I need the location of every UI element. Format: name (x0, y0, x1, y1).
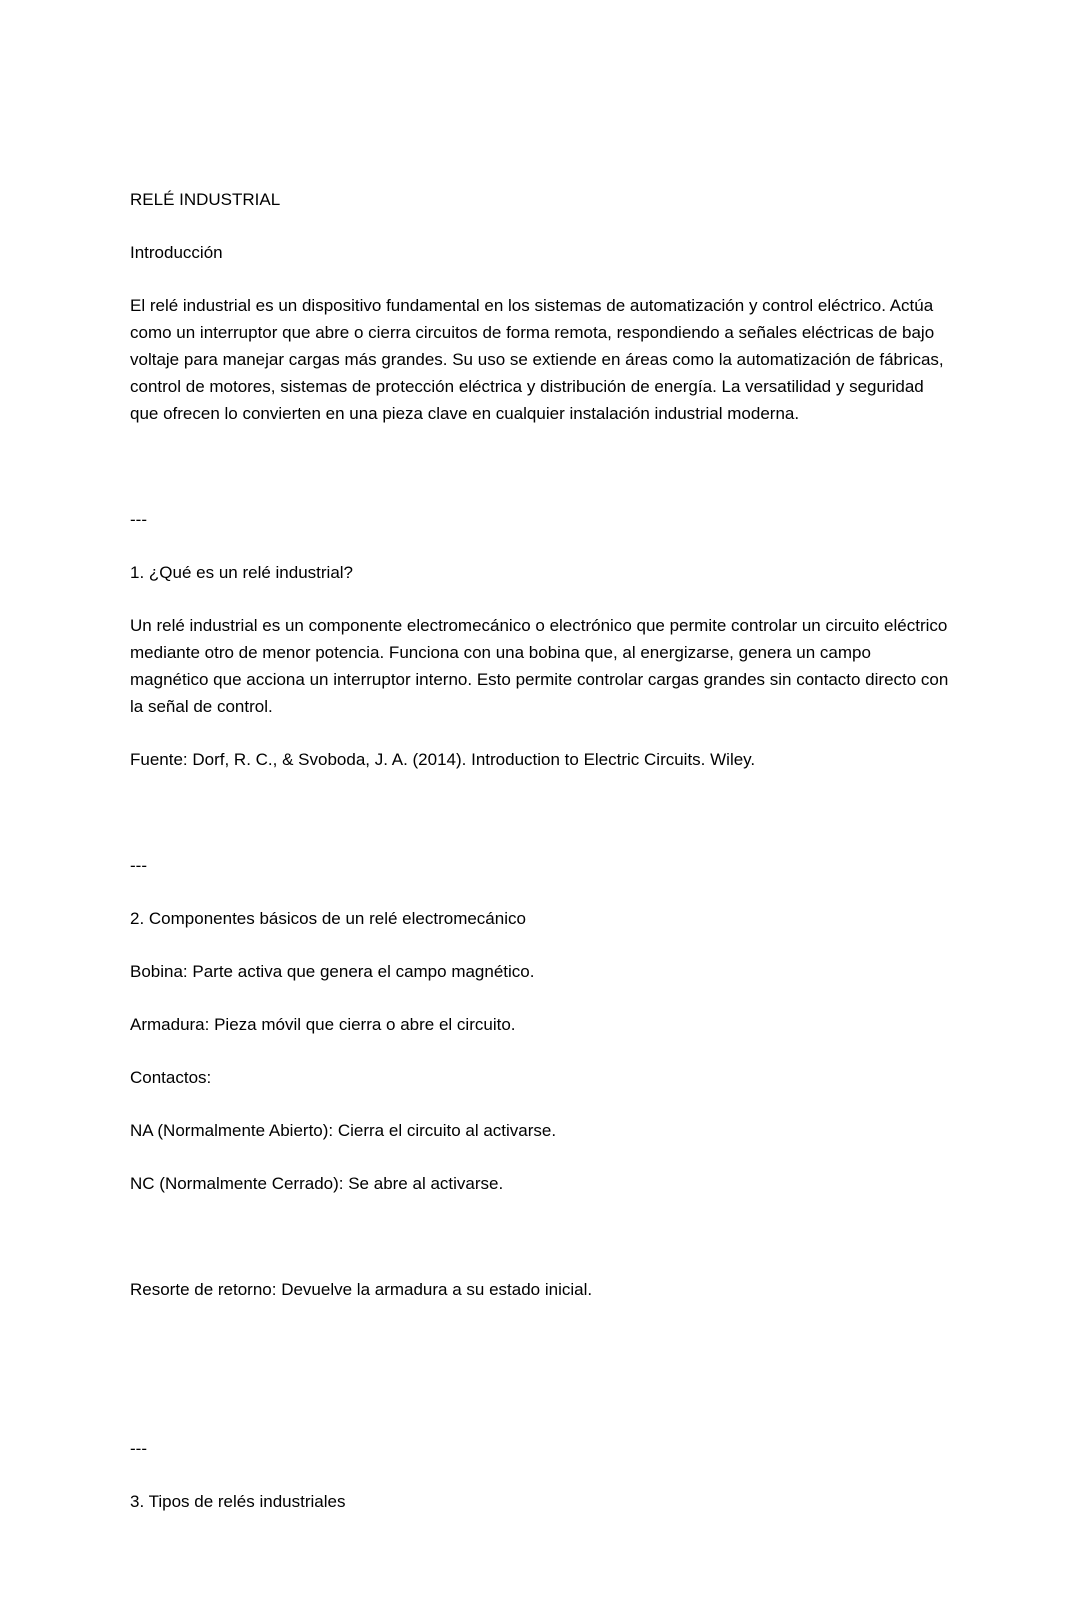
paragraph-armadura: Armadura: Pieza móvil que cierra o abre el circuito. (130, 1015, 516, 1034)
paragraph-contacto-nc: NC (Normalmente Cerrado): Se abre al activarse. (130, 1174, 504, 1193)
paragraph-bobina: Bobina: Parte activa que genera el campo magnético. (130, 962, 535, 981)
document-body (130, 186, 952, 1515)
paragraph-contacto-na: NA (Normalmente Abierto): Cierra el circuito al activarse. (130, 1121, 557, 1140)
paragraph-definition: Un relé industrial es un componente electromecánico o electrónico que permite controlar un circuito eléctrico mediante otro de menor potencia. Funciona con una bobina que, al energizarse, genera un campo magnético que acciona un interruptor interno. Esto permite controlar cargas grandes sin contacto directo con la señal de control. (130, 616, 954, 716)
empty-line (130, 1223, 952, 1250)
empty-line (130, 1382, 952, 1409)
section-heading-introduccion: Introducción (130, 243, 223, 262)
paragraph-intro: El relé industrial es un dispositivo fundamental en los sistemas de automatización y control eléctrico. Actúa como un interruptor que abre o cierra circuitos de forma remota, respondiendo a señales eléctricas de bajo voltaje para manejar cargas más grandes. Su uso se extiende en áreas como la automatización de fábricas, control de motores, sistemas de protección eléctrica y distribución de energía. La versatilidad y seguridad que ofrecen lo convierten en una pieza clave en cualquier instalación industrial moderna. (130, 296, 949, 423)
section-heading-2: 2. Componentes básicos de un relé electromecánico (130, 909, 526, 928)
paragraph-contactos: Contactos: (130, 1068, 212, 1087)
empty-line (130, 799, 952, 826)
divider-text: --- (130, 510, 147, 529)
divider-text: --- (130, 1439, 147, 1458)
doc-title: RELÉ INDUSTRIAL (130, 190, 281, 209)
section-heading-3: 3. Tipos de relés industriales (130, 1492, 346, 1511)
section-heading-1: 1. ¿Qué es un relé industrial? (130, 563, 354, 582)
empty-line (130, 453, 952, 480)
empty-line (130, 1329, 952, 1356)
paragraph-source-citation: Fuente: Dorf, R. C., & Svoboda, J. A. (2014). Introduction to Electric Circuits. Wiley. (130, 750, 756, 769)
paragraph-resorte: Resorte de retorno: Devuelve la armadura a su estado inicial. (130, 1280, 593, 1299)
divider-text: --- (130, 856, 147, 875)
